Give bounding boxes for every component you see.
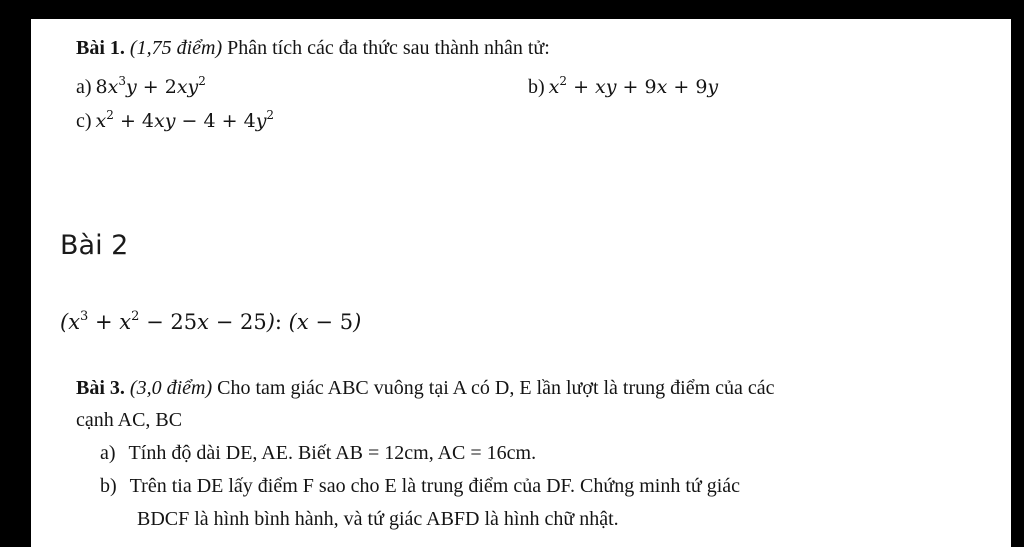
item-text: Tính độ dài DE, AE. Biết AB = 12cm, AC = 16cm. [128,442,537,464]
worksheet-page [31,19,1011,547]
bai1-item-b [528,74,718,99]
bai3-item-b [100,475,740,498]
bai3-item-b-line2: BDCF là hình bình hành, và tứ giác ABFD là hình chữ nhật. [137,508,619,530]
bai2-heading: Bài 2 [60,230,129,261]
bai3-points: (3,0 điểm) [129,377,213,399]
bai3-header [76,377,775,400]
bai1-label: Bài 1. [76,37,125,59]
bai3-label: Bài 3. [76,377,125,399]
bai1-item-c [76,108,274,133]
item-marker: b) [100,475,117,497]
bai1-points: (1,75 điểm) [129,37,223,59]
item-marker: a) [76,76,92,98]
bai3-prompt-line2: cạnh AC, BC [76,409,183,431]
item-marker: b) [528,76,545,98]
bai2-expression: $(x^3 + x^2 - 25x - 25)$: (x − 5) [60,309,362,334]
bai3-prompt-line1: Cho tam giác ABC vuông tại A có D, E lần lượt là trung điểm của các [217,377,775,399]
bai1-header [76,37,550,60]
bai1-item-a [76,74,206,99]
item-expr: $x^2$ + xy + 9x + 9y [548,74,719,98]
item-marker: a) [100,442,116,464]
bai1-prompt: Phân tích các đa thức sau thành nhân tử: [227,37,550,59]
bai3-item-a [100,442,536,465]
item-marker: c) [76,110,92,132]
item-expr: $x^2 + 4xy - 4 + 4y^2$ [95,108,275,132]
item-text-line1: Trên tia DE lấy điểm F sao cho E là trung điểm của DF. Chứng minh tứ giác [129,475,741,497]
item-expr: $8x^3y + 2xy^2$ [95,74,206,98]
